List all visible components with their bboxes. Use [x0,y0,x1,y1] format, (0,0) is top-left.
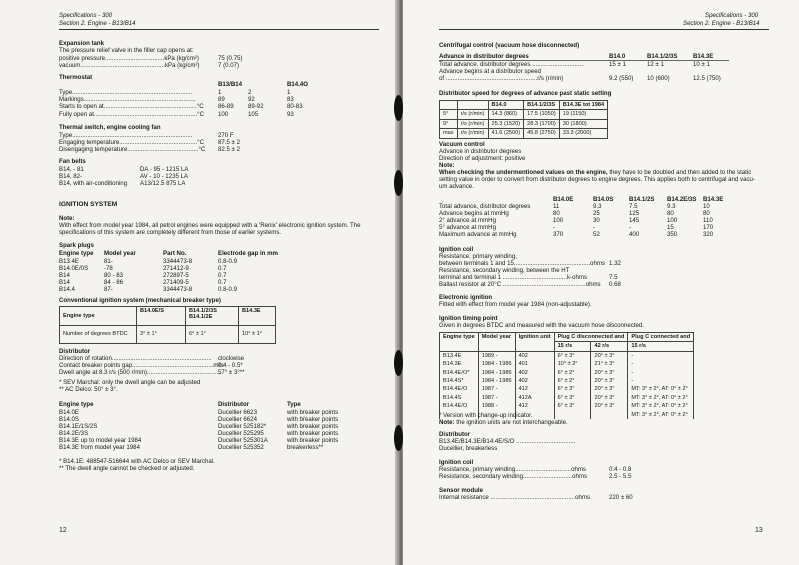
speed-cell: r/s (r/min) [457,119,488,128]
coil2-value: 2.5 - 5.5 [609,473,632,480]
coil-line: Ballast resistor at 20°C .................................................ohms [439,281,601,288]
spark-col: Model year [104,250,136,257]
coil-value: 0.68 [609,281,621,288]
vacuum-label: 5° advance at mmHg [439,224,496,231]
vacuum-value: 11 [553,203,560,210]
timing-cell: B14.4E/O* [440,369,479,377]
conv-value: 3° ± 1° [137,326,186,343]
vacuum-heading: Vacuum control [439,141,485,148]
spark-plugs-heading: Spark plugs [59,242,94,249]
vacuum-col: B14.0S [593,196,614,203]
expansion-row-value: 75 (0.75) [218,55,243,62]
vacuum-value: 80 [553,210,560,217]
coil-line: Resistance, secondary winding, between the HT [439,267,570,274]
timing-subheader: 42 r/s [591,342,628,351]
spark-col: Part No. [163,250,187,257]
timing-cell: 1987 - [478,385,515,393]
vacuum-value: 170 [703,224,714,231]
spark-cell: 271412-9 [163,265,189,272]
coil-value: 1.32 [609,260,621,267]
timing-cell: B14.3E [440,360,479,368]
distributor-cell: with breaker points [287,430,339,437]
timing-subheader: 15 r/s [554,342,591,351]
distributor-cell: Ducellier 525301A [218,437,268,444]
speed-cell: 19 (1150) [559,110,607,119]
thermostat-value: 89-92 [248,103,264,110]
speed-header [457,101,488,110]
timing-cell [554,411,591,419]
dist-label: Dwell angle at 8.3 r/s (500 r/min)............................................ [59,369,222,376]
thermal-value: 270 F [218,132,234,139]
cent-value: 9.2 (550) [609,75,634,82]
timing-header: Ignition unit [515,333,554,352]
timing-foot-label: Note: [439,419,455,426]
distributor-cell: breakerless** [287,444,324,451]
timing-header: Plug C disconnected and [554,333,628,342]
spark-cell: 3344473-8 [163,286,193,293]
thermostat-label: Type....................................................................... [59,89,193,96]
sensor-value: 220 ± 60 [609,494,633,501]
thermostat-value: 1 [287,89,291,96]
vacuum-value: 125 [629,210,640,217]
vacuum-col: B14.2E/3S [667,196,697,203]
expansion-row-value: 7 (0.07) [218,62,240,69]
r-distributor-line: B13.4E/B14.3E/B14.4E/S/O ................................... [439,438,576,445]
vacuum-value: 9.3 [593,203,602,210]
spark-cell: 84 - 86 [104,279,123,286]
spark-cell: 81- [104,258,113,265]
dist-label: Direction of rotation........................................................... [59,355,212,362]
timing-cell: B14.4S* [440,377,479,385]
speed-cell: 28.3 (1700) [524,119,560,128]
timing-cell: 20° ± 3° [591,394,628,402]
header-rule [59,29,379,30]
vacuum-value: 110 [703,217,713,224]
vacuum-line: Direction of adjustment: positive [439,155,526,162]
binder-hole [394,425,403,451]
timing-foot [439,419,568,427]
distributor-cell: Ducellier 6623 [218,409,257,416]
timing-cell: 412 [515,402,554,410]
page-number: 13 [755,527,763,534]
conv-row-label: Number of degrees BTDC [60,326,137,343]
thermostat-value: 1 [218,89,222,96]
thermostat-value: 105 [248,111,259,118]
distributor-cell: B14.0E [59,409,79,416]
vacuum-value: 80 [667,210,674,217]
thermal-label: Type....................................................................... [59,132,193,139]
vacuum-label: Maximum advance at mmHg [439,231,517,238]
distributor-heading: Distributor [59,348,91,355]
timing-heading: Ignition timing point [439,315,498,322]
distributor-cell: with breaker points [287,437,339,444]
thermostat-value: 89 [218,96,225,103]
timing-cell: 6° ± 3° [554,402,591,410]
vacuum-note-bold: When checking the undermentioned values on the engine, [439,169,608,176]
distributor-cell: B14.3E from model year 1984 [59,444,140,451]
coil-value: 7.5 [609,274,618,281]
timing-cell: - [628,369,694,377]
binder-hole [394,350,403,376]
timing-header: Engine type [440,333,479,352]
vacuum-value: 100 [553,217,564,224]
distributor-cell: B14.3E up to model year 1984 [59,437,142,444]
conventional-table [59,306,276,344]
speed-cell: 45.8 (2750) [524,129,560,138]
spark-cell: 272897-5 [163,272,189,279]
timing-cell: - [628,377,694,385]
dist-note: * SEV Marchal: only the dwell angle can be adjusted [59,379,201,386]
dist-label: Contact breaker points gap................................................mm [59,362,224,369]
header-section: Section 2. Engine - B13/B14 [683,20,760,27]
thermostat-label: Starts to open at.......................................................°C [59,103,204,110]
timing-cell: 402 [515,377,554,385]
thermal-value: 87.5 ± 2 [218,139,240,146]
timing-cell: 6° ± 3° [554,394,591,402]
speed-cell: 25.3 (1520) [488,119,524,128]
timing-cell: 1988 - [478,402,515,410]
timing-cell: MT: 3° ± 2°, AT: 0° ± 2° [628,402,694,410]
fan-belts-heading: Fan belts [59,158,86,165]
binder-hole [394,170,403,196]
spark-col: Electrode gap in mm [218,250,278,257]
timing-cell: 401 [515,360,554,368]
thermostat-col: B13/B14 [218,81,243,88]
timing-cell: MT: 3° ± 2°, AT: 0° ± 2° [628,394,694,402]
timing-header: Plug C connected and [628,333,694,342]
spark-cell: 87- [104,286,113,293]
timing-cell: B13.4E [440,351,479,360]
timing-cell: 6° ± 3° [554,351,591,360]
vacuum-value: 9.3 [667,203,676,210]
timing-subheader: 15 r/s [628,342,694,351]
timing-cell: 21° ± 3° [591,360,628,368]
spark-col: Engine type [59,250,94,257]
dt-col: Engine type [59,401,94,408]
timing-cell: 20° ± 3° [591,351,628,360]
coil2-heading: Ignition coil [439,459,474,466]
conventional-heading: Conventional ignition system (mechanical breaker type) [59,297,221,304]
timing-cell: 402 [515,369,554,377]
electronic-heading: Electronic ignition [439,294,493,301]
thermostat-value: 92 [248,96,255,103]
spark-cell: B14 [59,272,70,279]
ignition-coil-heading: Ignition coil [439,246,474,253]
dist-note: ** AC Delco: 50° ± 3°. [59,386,118,393]
timing-cell: - [628,351,694,360]
coil-line: between terminals 1 and 15.............................................ohms [439,260,605,267]
vacuum-label: 2° advance at mmHg [439,217,496,224]
thermostat-value: 2 [248,89,252,96]
timing-cell: 402 [515,351,554,360]
cent-label: of ......................................................r/s (r/min) [439,75,564,82]
spark-cell: B14 [59,279,70,286]
header-title: Specifications - 300 [705,12,759,19]
coil-line: Resistance, primary winding, [439,253,517,260]
speed-cell: r/s (r/min) [457,129,488,138]
timing-text: Given in degrees BTDC and measured with the vacuum hose disconnected. [439,322,644,329]
timing-cell: 6° ± 3° [554,385,591,393]
thermostat-value: 86-89 [218,103,234,110]
cent-col: B14.1/2/3S [647,53,678,60]
distributor-cell: Ducellier 6624 [218,416,257,423]
timing-foot-text: the ignition units are not interchangeable. [454,419,568,426]
spark-cell: 3344473-8 [163,258,193,265]
page-number: 12 [59,527,67,534]
dist-value: 0.4 - 0.5* [218,362,243,369]
speed-cell: 5° [440,110,458,119]
sensor-heading: Sensor module [439,487,484,494]
fan-belt-label: B14, with air-conditioning [59,180,128,187]
vacuum-value: 7.5 [629,203,638,210]
thermostat-heading: Thermostat [59,74,93,81]
speed-cell: 14.3 (860) [488,110,524,119]
speed-cell: 41.6 (2500) [488,129,524,138]
timing-cell: 1989 - [478,351,515,360]
vacuum-value: 10 [703,203,710,210]
timing-cell: 20° ± 3° [591,369,628,377]
distributor-cell: with breaker points [287,416,339,423]
dist-value: clockwise [218,355,245,362]
vacuum-value: 80 [703,210,710,217]
expansion-tank-heading: Expansion tank [59,40,105,47]
note-line: specifications of this system are completely different from those of earlier systems. [59,229,282,236]
timing-cell: 412 [515,385,554,393]
vacuum-note-rest: they have to be doubled and then added to the static [607,169,752,176]
fan-belt-label: B14, - 81 [59,166,84,173]
r-distributor-line: Ducellier, breakerless [439,445,498,452]
spark-cell: 271409-5 [163,279,189,286]
conv-header: Engine type [60,307,137,326]
expansion-tank-intro: The pressure relief valve in the filler cap opens at: [59,47,194,54]
fan-belt-label: B14, 82- [59,173,83,180]
timing-cell: 1987 - [478,394,515,402]
dt-col: Distributor [218,401,250,408]
cent-value: 10 (600) [647,75,670,82]
vacuum-value: 30 [593,217,600,224]
cent-col: B14.0 [609,53,626,60]
distributor-cell: with breaker points [287,423,339,430]
vacuum-value: - [629,224,632,231]
conv-header: B14.1/2/3S B14.1/2E [186,307,239,326]
vacuum-value: 350 [667,231,678,238]
spark-cell: 80 - 83 [104,272,123,279]
speed-header [440,101,458,110]
vacuum-value: 400 [629,231,640,238]
dt-col: Type [287,401,301,408]
thermal-value: 82.5 ± 2 [218,146,240,153]
spark-cell: 0.8-0.9 [218,258,237,265]
spark-cell: B14.0E/0S [59,265,89,272]
distributor-cell: Ducellier 525182* [218,423,267,430]
coil2-label: Resistance, primary winding.................................ohms [439,466,586,473]
vacuum-note-label: Note: [439,162,455,169]
thermostat-value: 93 [287,111,294,118]
vacuum-label: Advance begins at mmHg [439,210,509,217]
timing-cell: B14.4S [440,394,479,402]
spark-cell: 0.7 [218,272,227,279]
binder-hole [394,95,403,121]
vacuum-col: B14.0E [553,196,574,203]
speed-header: B14.0 [488,101,524,110]
timing-cell: 20° ± 3° [591,402,628,410]
header-section: Section 2. Engine - B13/B14 [59,20,136,27]
conv-header: B14.3E [239,307,276,326]
vacuum-value: 52 [593,231,600,238]
spark-cell: B14.4 [59,286,75,293]
timing-cell: B14.4E/O [440,402,479,410]
vacuum-value: 15 [667,224,674,231]
distributor-cell: Ducellier 525352 [218,444,264,451]
timing-cell: 1984 - 1986 [478,360,515,368]
distributor-cell: B14.1E/1S/2S [59,423,98,430]
timing-cell: 6° ± 2° [554,369,591,377]
cent-col: B14.3E [693,53,714,60]
vacuum-value: - [553,224,556,231]
vacuum-note-line: setting value in order to convert from distributor degrees to engine degrees. This applies both to centrifugal and vacu- [439,176,755,183]
cent-value: 15 ± 1 [609,61,626,68]
timing-cell: 20° ± 3° [591,377,628,385]
coil-line: terminal and terminal 1 ......................................k-ohms [439,274,587,281]
electronic-text: Fitted with effect from model year 1984 (non-adjustable). [439,301,592,308]
thermal-label: Engaging temperature..............................................°C [59,139,205,146]
spark-cell: -78 [104,265,113,272]
note-line: With effect from model year 1984, all petrol engines were equipped with a 'Renix' electronic ignition system. The [59,222,361,229]
distributor-cell: with breaker points [287,409,339,416]
dt-note: ** The dwell angle cannot be checked or adjusted. [59,465,195,472]
timing-header: Model year [478,333,515,352]
expansion-row-label: vacuum..................................................kPa (kg/cm²) [59,62,200,69]
fan-belt-value: A13/12.5 875 LA [140,180,186,187]
vacuum-col: B14.1/2S [629,196,655,203]
vacuum-value: 145 [629,217,640,224]
distributor-cell: B14.0S [59,416,79,423]
timing-cell: MT: 3° ± 2°, AT: 0° ± 2° [628,411,694,419]
header-rule [439,29,769,30]
vacuum-value: - [593,224,596,231]
thermostat-value: 100 [218,111,229,118]
thermostat-label: Fully open at.............................................................°C [59,111,205,118]
spark-cell: 0.7 [218,279,227,286]
timing-cell: 1984 - 1986 [478,377,515,385]
conv-value: 10° ± 1° [239,326,276,343]
timing-cell: MT: 3° ± 2°, AT: 0° ± 2° [628,385,694,393]
cent-value: 10 ± 1 [693,61,710,68]
timing-cell: B14.4E/O [440,385,479,393]
spark-cell: B13.4E [59,258,79,265]
thermostat-label: Markings.................................................................. [59,96,196,103]
note-label: Note: [59,215,75,222]
centrifugal-heading: Centrifugal control (vacuum hose disconnected) [439,42,580,49]
fan-belt-value: AV - 10 - 1235 LA [140,173,188,180]
spark-cell: 0.7 [218,265,227,272]
spark-cell: 0.8-0.9 [218,286,237,293]
thermal-switch-heading: Thermal switch, engine cooling fan [59,124,161,131]
vacuum-value: 100 [667,217,678,224]
sensor-label: Internal resistance ..................................................ohms [439,494,591,501]
timing-cell: 20° ± 3° [591,385,628,393]
speed-header: B14.1/2/3S [524,101,560,110]
speed-cell: 9° [440,119,458,128]
cent-label: Advance begins at a distributor speed [439,68,541,75]
timing-cell: 6° ± 2° [554,377,591,385]
timing-cell: 1984 - 1986 [478,369,515,377]
cent-value: 12 ± 1 [647,61,664,68]
speed-cell: r/s (r/min) [457,110,488,119]
cent-label: Advance in distributor degrees [439,53,529,60]
conv-header: B14.0E/S [137,307,186,326]
vacuum-col: B14.3E [703,196,724,203]
speed-header: B14.3E tot 1984 [559,101,607,110]
expansion-row-label: positive pressure...................................kPa (kg/cm²) [59,55,199,62]
r-distributor-heading: Distributor [439,431,471,438]
right-page [403,0,799,565]
timing-cell: 412A [515,394,554,402]
coil2-label: Resistance, secondary winding.............................ohms [439,473,588,480]
speed-table [439,100,608,139]
coil2-value: 0.4 - 0.8 [609,466,632,473]
timing-foot: * Version with change-up indicator. [439,412,533,419]
speed-table-heading: Distributor speed for degrees of advance past static setting [439,90,612,97]
dt-note: * B14.1E: 488547-516644 with AC Delco or SEV Marchal. [59,458,215,465]
conv-value: 6° ± 1° [186,326,239,343]
thermal-label: Disengaging temperature..........................................°C [59,146,206,153]
timing-table [439,332,694,419]
ignition-system-heading: IGNITION SYSTEM [59,201,118,208]
timing-cell: - [628,360,694,368]
header-title: Specifications - 300 [59,12,113,19]
thermostat-value: 80-83 [287,103,303,110]
vacuum-line: Advance in distributor degrees [439,148,522,155]
fan-belt-value: DA - 95 - 1215 LA [140,166,189,173]
vacuum-value: 320 [703,231,714,238]
speed-cell: 17.5 (1050) [524,110,560,119]
thermostat-col: B14.4O [287,81,309,88]
left-page [0,0,399,565]
cent-label: Total advance, distributor degrees ............................... [439,61,585,68]
speed-cell: 30 (1800) [559,119,607,128]
vacuum-value: 370 [553,231,564,238]
distributor-cell: Ducellier 525295 [218,430,264,437]
timing-cell: 10° ± 2° [554,360,591,368]
vacuum-value: 25 [593,210,600,217]
speed-cell: max [440,129,458,138]
distributor-cell: B14.2E/3S [59,430,89,437]
timing-cell [591,411,628,419]
dist-value: 57° ± 3°** [218,369,245,376]
cent-value: 12.5 (750) [693,75,721,82]
thermostat-value: 83 [287,96,294,103]
vacuum-note-line: um advance. [439,183,474,190]
speed-cell: 33.3 (2000) [559,129,607,138]
vacuum-label: Total advance, distributor degrees [439,203,531,210]
